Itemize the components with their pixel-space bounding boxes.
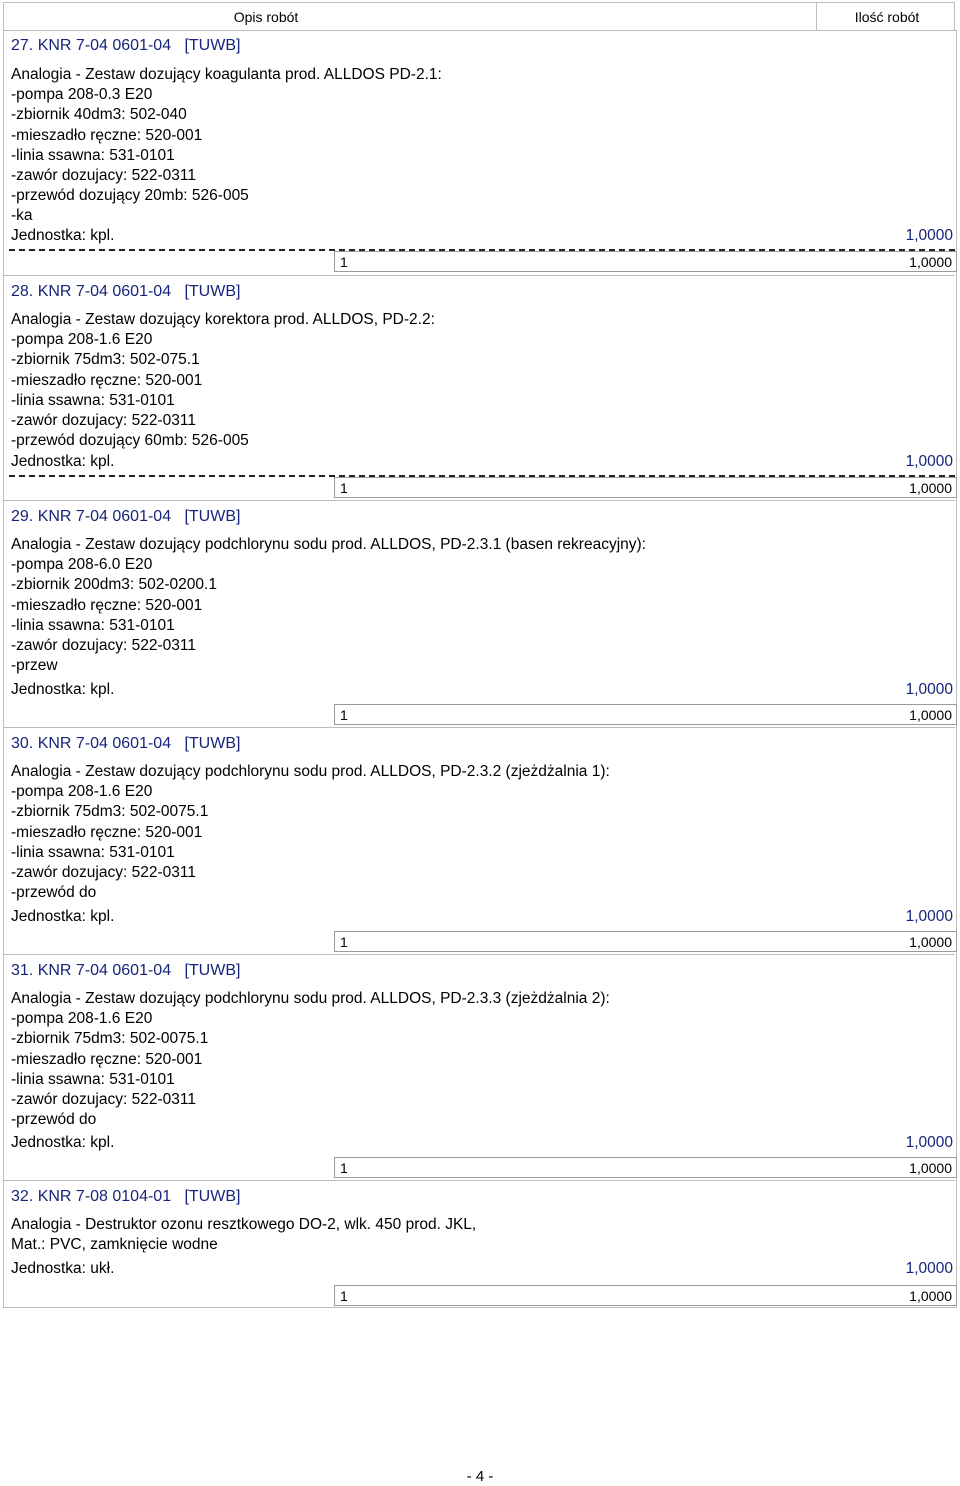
unit-label: Jednostka: ukł.: [11, 1260, 115, 1277]
unit-total: 1,0000: [905, 453, 953, 470]
unit-total: 1,0000: [905, 908, 953, 925]
cost-item-28: [3, 275, 957, 500]
quantity-box: [334, 931, 957, 952]
item-heading: [3, 500, 955, 527]
description-line: -pompa 208-1.6 E20: [11, 783, 153, 801]
description-line: Mat.: PVC, zamknięcie wodne: [11, 1236, 218, 1254]
cost-item-31: [3, 954, 957, 1181]
unit-label: Jednostka: kpl.: [11, 681, 115, 698]
item-heading: [3, 1180, 955, 1207]
quantity-total: 1,0000: [909, 254, 952, 270]
item-description: [11, 65, 651, 227]
quantity-value: 1: [340, 480, 348, 496]
item-number: 31. KNR 7-04 0601-04 [TUWB]: [11, 962, 241, 979]
description-line: -zbiornik 40dm3: 502-040: [11, 106, 187, 124]
description-line: -zbiornik 75dm3: 502-075.1: [11, 351, 200, 369]
description-line: -linia ssawna: 531-0101: [11, 616, 175, 634]
quantity-total: 1,0000: [909, 1288, 952, 1304]
description-line: -zawór dozujacy: 522-0311: [11, 167, 196, 185]
item-number: 28. KNR 7-04 0601-04 [TUWB]: [11, 283, 241, 300]
unit-row: [11, 907, 957, 927]
unit-row: [11, 226, 957, 246]
cost-item-30: [3, 727, 957, 954]
description-line: -mieszadło ręczne: 520-001: [11, 1050, 203, 1068]
unit-label: Jednostka: kpl.: [11, 908, 115, 925]
description-line: -mieszadło ręczne: 520-001: [11, 596, 203, 614]
description-line: -linia ssawna: 531-0101: [11, 1070, 175, 1088]
description-line: Analogia - Zestaw dozujący podchlorynu sodu prod. ALLDOS, PD-2.3.1 (basen rekreacyjny):: [11, 536, 646, 553]
description-line: -pompa 208-6.0 E20: [11, 556, 153, 574]
unit-label: Jednostka: kpl.: [11, 1134, 115, 1151]
description-line: -zbiornik 75dm3: 502-0075.1: [11, 803, 209, 821]
description-line: -linia ssawna: 531-0101: [11, 146, 175, 164]
description-line: Analogia - Zestaw dozujący podchlorynu sodu prod. ALLDOS, PD-2.3.3 (zjeżdżalnia 2):: [11, 990, 610, 1007]
description-line: -przewód dozujący 60mb: 526-005: [11, 432, 249, 450]
cost-item-27: [3, 30, 957, 270]
description-line: -przewód dozujący 20mb: 526-005: [11, 187, 249, 205]
description-line: -pompa 208-1.6 E20: [11, 1010, 153, 1028]
unit-label: Jednostka: kpl.: [11, 227, 115, 244]
unit-row: [11, 1133, 957, 1153]
item-heading: [3, 727, 955, 754]
quantity-column-header: Ilość robót: [816, 3, 957, 31]
description-line: -zawór dozujacy: 522-0311: [11, 412, 196, 430]
cost-item-29: [3, 500, 957, 725]
cost-item-32: [3, 1180, 957, 1306]
item-description: [11, 535, 711, 676]
description-line: -przewód do: [11, 1111, 97, 1129]
unit-total: 1,0000: [905, 1134, 953, 1151]
quantity-box: [334, 1285, 957, 1306]
quantity-box: [334, 477, 957, 498]
quantity-value: 1: [340, 707, 348, 723]
description-line: -zawór dozujacy: 522-0311: [11, 864, 196, 882]
quantity-value: 1: [340, 254, 348, 270]
item-number: 30. KNR 7-04 0601-04 [TUWB]: [11, 735, 241, 752]
page-number: - 4 -: [466, 1468, 494, 1485]
description-line: -zbiornik 75dm3: 502-0075.1: [11, 1030, 209, 1048]
table-header: [3, 2, 955, 30]
quantity-value: 1: [340, 1288, 348, 1304]
description-line: Analogia - Zestaw dozujący korektora prod. ALLDOS, PD-2.2:: [11, 311, 435, 328]
item-description: [11, 1215, 651, 1255]
quantity-box: [334, 1157, 957, 1178]
item-heading: [3, 30, 955, 57]
quantity-box: [334, 251, 957, 272]
description-line: -pompa 208-1.6 E20: [11, 331, 153, 349]
item-heading: [3, 275, 955, 302]
quantity-box: [334, 704, 957, 725]
item-number: 32. KNR 7-08 0104-01 [TUWB]: [11, 1188, 241, 1205]
description-line: -przew: [11, 657, 58, 675]
quantity-total: 1,0000: [909, 707, 952, 723]
quantity-total: 1,0000: [909, 934, 952, 950]
item-number: 29. KNR 7-04 0601-04 [TUWB]: [11, 508, 241, 525]
description-line: -linia ssawna: 531-0101: [11, 391, 175, 409]
description-line: Analogia - Zestaw dozujący podchlorynu sodu prod. ALLDOS, PD-2.3.2 (zjeżdżalnia 1):: [11, 763, 610, 780]
description-line: -przewód do: [11, 884, 97, 902]
item-number: 27. KNR 7-04 0601-04 [TUWB]: [11, 37, 241, 54]
quantity-value: 1: [340, 934, 348, 950]
item-description: [11, 989, 711, 1130]
unit-label: Jednostka: kpl.: [11, 453, 115, 470]
unit-total: 1,0000: [905, 681, 953, 698]
item-description: [11, 762, 711, 903]
description-line: -linia ssawna: 531-0101: [11, 843, 175, 861]
description-line: -mieszadło ręczne: 520-001: [11, 823, 203, 841]
unit-total: 1,0000: [905, 1260, 953, 1277]
description-line: Analogia - Zestaw dozujący koagulanta prod. ALLDOS PD-2.1:: [11, 66, 442, 83]
quantity-total: 1,0000: [909, 480, 952, 496]
quantity-total: 1,0000: [909, 1160, 952, 1176]
unit-row: [11, 1259, 957, 1279]
description-column-header: Opis robót: [233, 9, 299, 25]
description-line: -zawór dozujacy: 522-0311: [11, 1091, 196, 1109]
unit-total: 1,0000: [905, 227, 953, 244]
description-line: -mieszadło ręczne: 520-001: [11, 371, 203, 389]
description-line: -mieszadło ręczne: 520-001: [11, 126, 203, 144]
estimate-page: [3, 2, 957, 1308]
description-line: -pompa 208-0.3 E20: [11, 86, 153, 104]
unit-row: [11, 680, 957, 700]
description-line: -ka: [11, 207, 33, 225]
item-description: [11, 310, 651, 451]
description-line: -zawór dozujacy: 522-0311: [11, 637, 196, 655]
item-heading: [3, 954, 955, 981]
description-line: -zbiornik 200dm3: 502-0200.1: [11, 576, 217, 594]
quantity-value: 1: [340, 1160, 348, 1176]
description-line: Analogia - Destruktor ozonu resztkowego DO-2, wlk. 450 prod. JKL,: [11, 1216, 477, 1233]
unit-row: [11, 452, 957, 472]
